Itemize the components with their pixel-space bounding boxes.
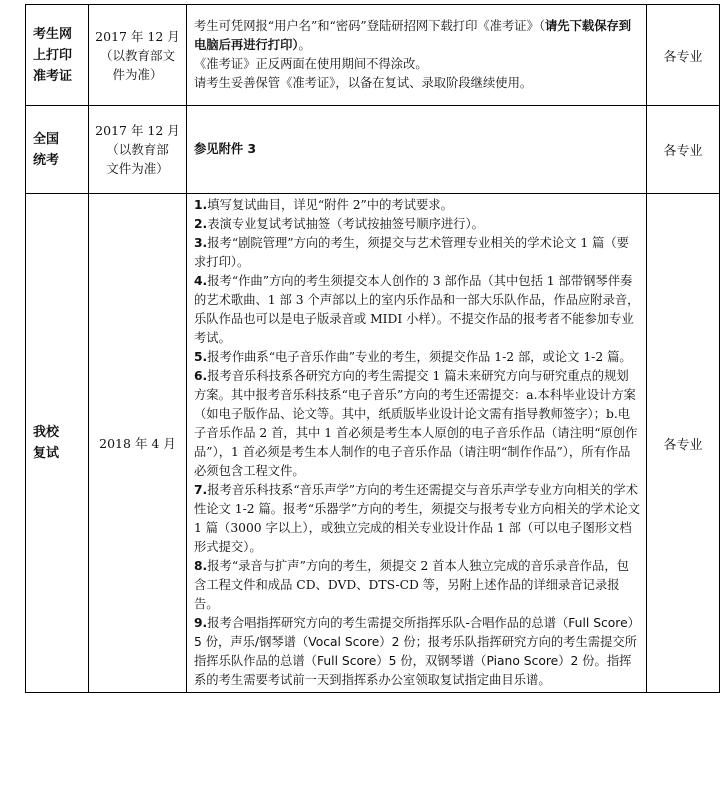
requirement-number: 9. (194, 616, 208, 630)
time-line: 2017 年 12 月 (95, 28, 180, 44)
requirement-number: 3. (194, 236, 208, 250)
requirement-item (194, 557, 640, 614)
item-line: 准考证 (33, 68, 73, 84)
major-cell: 各专业 (647, 106, 720, 194)
time-line: 2017 年 12 月 (95, 123, 180, 138)
content-emphasis: 请先下载保存到电脑后再进行打印） (194, 19, 632, 52)
requirement-number: 2. (194, 217, 208, 231)
content-paragraph: 请考生妥善保管《准考证》，以备在复试、录取阶段继续使用。 (194, 76, 533, 90)
requirement-number: 6. (194, 369, 208, 383)
requirement-number: 7. (194, 483, 208, 497)
requirement-text: 填写复试曲目，详见“附件 2”中的考试要求。 (207, 198, 453, 212)
item-line: 上打印 (33, 47, 73, 63)
table-row (26, 5, 720, 106)
requirement-number: 1. (194, 198, 208, 212)
requirement-number: 4. (194, 274, 208, 288)
requirement-item (194, 234, 640, 272)
exam-schedule-table (25, 4, 720, 693)
item-line: 我校 (33, 425, 60, 440)
content-text: 。 (298, 38, 311, 52)
table-row (26, 106, 720, 194)
time-line: 件为准） (112, 66, 163, 82)
requirement-item (194, 367, 640, 481)
time-cell: 2018 年 4 月 (89, 194, 187, 693)
time-line: 文件为准） (106, 161, 169, 176)
major-cell: 各专业 (647, 194, 720, 693)
content-paragraph (194, 17, 640, 55)
item-line: 全国 (33, 131, 60, 147)
item-line: 考生网 (33, 26, 73, 42)
content-cell: 参见附件 3 (187, 106, 647, 194)
requirement-text: 报考“录音与扩声”方向的考生，须提交 2 首本人独立完成的音乐录音作品，包含工程文件和成品 CD、DVD、DTS-CD 等，另附上述作品的详细录音记录报告。 (194, 559, 629, 611)
requirement-item (194, 215, 640, 234)
item-cell (26, 5, 89, 106)
requirement-item (194, 348, 640, 367)
requirement-item (194, 196, 640, 215)
item-cell (26, 194, 89, 693)
requirement-text: 报考音乐科技系“音乐声学”方向的考生还需提交与音乐声学专业方向相关的学术性论文 1-2 篇。报考“乐器学”方向的考生，须提交与报考专业方向相关的学术论文 1 篇（3000 字以上），或独立完成的相关专业设计作品 1 部（可以电子图形文档形式提交）。 (194, 483, 640, 554)
time-line: （以教育部 (106, 142, 169, 157)
item-line: 统考 (33, 152, 60, 168)
time-cell (89, 5, 187, 106)
requirement-text: 表演专业复试考试抽签（考试按抽签号顺序进行）。 (207, 217, 484, 231)
content-text: 考生可凭网报“用户名”和“密码”登陆研招网下载打印《准考证》（ (194, 19, 546, 33)
requirement-text: 报考合唱指挥研究方向的考生需提交所指挥乐队-合唱作品的总谱（Full Score）5 份，声乐/钢琴谱（Vocal Score）2 份；报考乐队指挥研究方向的考生需提交所指挥乐队作品的总谱（Full Score）5 份，双钢琴谱（Piano Score）2 份。指挥系的考生需要考试前一天到指挥系办公室领取复试指定曲目乐谱。 (194, 616, 640, 687)
item-cell (26, 106, 89, 194)
content-cell (187, 5, 647, 106)
requirement-text: 报考“剧院管理”方向的考生，须提交与艺术管理专业相关的学术论文 1 篇（要求打印）。 (194, 236, 629, 269)
requirement-item (194, 481, 640, 557)
requirement-text: 报考“作曲”方向的考生须提交本人创作的 3 部作品（其中包括 1 部带钢琴伴奏的艺术歌曲、1 部 3 个声部以上的室内乐作品和一部大乐队作品，作品应附录音，乐队作品也可以是电子版录音或 MIDI 小样）。不提交作品的报考者不能参加专业考试。 (194, 274, 640, 345)
time-line: （以教育部文 (99, 47, 175, 63)
requirement-text: 报考作曲系“电子音乐作曲”专业的考生，须提交作品 1-2 部，或论文 1-2 篇。 (207, 350, 632, 364)
major-cell: 各专业 (647, 5, 720, 106)
requirement-item (194, 614, 640, 690)
item-line: 复试 (33, 446, 60, 461)
table-row (26, 194, 720, 693)
requirement-number: 5. (194, 350, 208, 364)
content-paragraph: 《准考证》正反两面在使用期间不得涂改。 (194, 57, 428, 71)
time-cell (89, 106, 187, 194)
requirement-item (194, 272, 640, 348)
requirement-number: 8. (194, 559, 208, 573)
requirement-text: 报考音乐科技系各研究方向的考生需提交 1 篇未来研究方向与研究重点的规划方案。其中报考音乐科技系“电子音乐”方向的考生还需提交：a.本科毕业设计方案（如电子版作品、论文等。其中，纸质版毕业设计论文需有指导教师签字）；b.电子音乐作品 2 首，其中 1 首必须是考生本人原创的电子音乐作品（请注明“原创作品”），1 首必须是考生本人制作的电子音乐作品（请注明“制作作品”），所有作品必须包含工程文件。 (194, 369, 638, 478)
content-cell (187, 194, 647, 693)
